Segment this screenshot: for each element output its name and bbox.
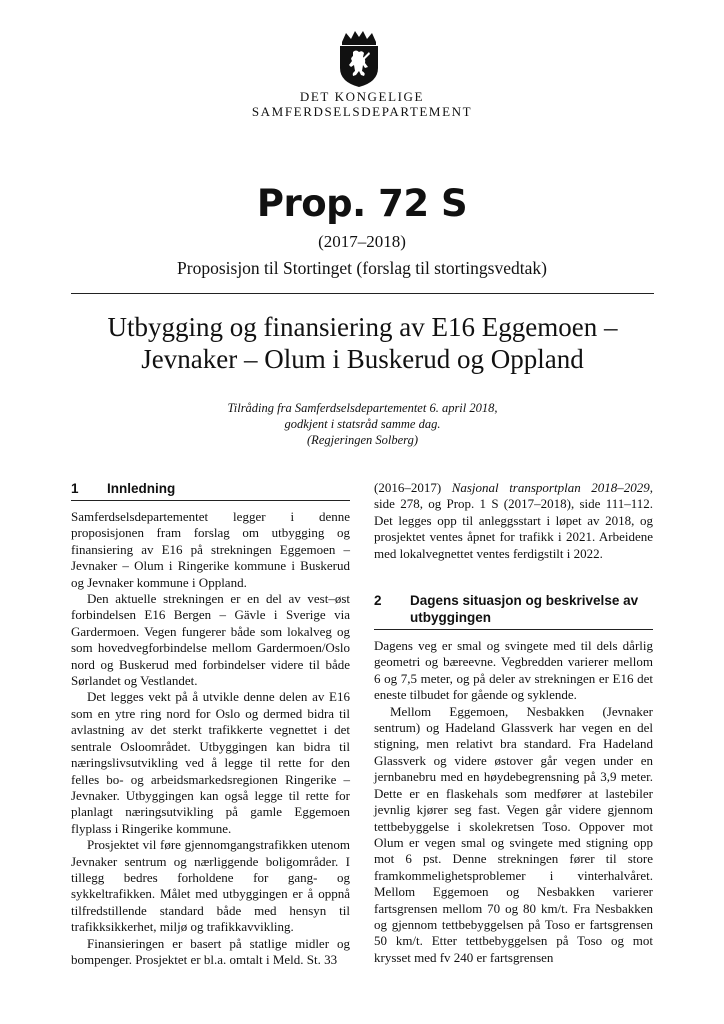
section-2-title: Dagens situasjon og beskrivelse av utbyggingen	[410, 593, 639, 626]
section-1-paragraph: Det legges vekt på å utvikle denne delen av E16 som en ytre ring nord for Oslo og dermed bidra til avlastning av det sterkt trafikkerte vegnettet i det sentrale Osloområdet. Utbyggingen kan bidra til næringslivsutvikling ved å legge til rette for den felles bo- og arbeidsmarkedsregionen Ringerike – Jevnaker. Utbyggingen kan også legge til rette for planlagt næringsutvikling på gamle Eggemoen flyplass i Ringerike kommune.	[71, 689, 350, 836]
section-1-heading	[71, 480, 350, 501]
ministry-name-line1: DET KONGELIGE	[299, 89, 425, 104]
document-title	[71, 311, 654, 375]
session-year: (2017–2018)	[318, 232, 406, 251]
approval-line1: Tilråding fra Samferdselsdepartementet 6. april 2018,	[227, 401, 498, 415]
section-1-paragraph: Finansieringen er basert på statlige midler og bompenger. Prosjektet er bl.a. omtalt i Meld. St. 33	[71, 935, 350, 967]
ministry-name-line2: SAMFERDSELSDEPARTEMENT	[251, 104, 473, 119]
document-title-line2: Jevnaker – Olum i Buskerud og Oppland	[141, 344, 584, 374]
proposition-number: Prop. 72 S	[256, 182, 468, 225]
section-1-paragraph: Samferdselsdepartementet legger i denne proposisjonen fram forslag om utbygging og finansiering av E16 på strekningen Eggemoen – Jevnaker – Olum i Ringerike kommune i Buskerud og Jevnaker kommune i Oppland.	[71, 509, 350, 590]
continuation-post: , side 278, og Prop. 1 S (2017–2018), side 111–112. Det legges opp til anleggsstart i løpet av 2018, og prosjektet ventes åpnet for trafikk i 2021. Arbeidene med lokalvegnettet ventes ferdigstilt i 2022.	[374, 480, 653, 561]
section-1-title: Innledning	[107, 481, 176, 496]
ntp-reference: Nasjonal transportplan 2018–2029	[451, 480, 650, 495]
left-column	[71, 480, 350, 968]
section-2-paragraph: Dagens veg er smal og svingete med til dels dårlig geometri og bæreevne. Vegbredden varierer mellom 6 og 7,5 meter, og på deler av strekningen er E16 det eneste tilbudet for gående og syklende.	[374, 638, 653, 703]
section-1-continuation	[374, 480, 653, 562]
section-2-paragraph: Mellom Eggemoen, Nesbakken (Jevnaker sentrum) og Hadeland Glassverk har vegen en del stigning, men relativt bra standard. Fra Hadeland Glassverk og videre østover går vegen under en jernbanebru med en høydebegrensning på 3,9 meter. Dette er en flaskehals som medfører at lastebiler jevnlig kjører seg fast. Vegen går videre gjennom tettbebyggelse i skolekretsen Toso. Oppover mot Olum er vegen smal og svingete med stigning opp mot 6 pst. Denne strekningen fører til store framkommelighetsproblemer i vinterhalvåret. Mellom Eggemoen og Nesbakken varierer fartsgrensen mellom 70 og 80 km/t. Fra Nesbakken og gjennom tettbebyggelsen på Toso er fartsgrensen 50 km/t. Etter tettbebyggelsen på Toso og mot krysset med fv 240 er fartsgrensen	[374, 703, 653, 965]
section-2-heading	[374, 592, 653, 630]
section-1-number: 1	[71, 481, 79, 496]
approval-line3: (Regjeringen Solberg)	[307, 433, 418, 447]
right-column	[374, 480, 653, 966]
approval-line2: godkjent i statsråd samme dag.	[284, 417, 441, 431]
document-title-line1: Utbygging og finansiering av E16 Eggemoen –	[107, 312, 618, 342]
section-1-paragraph: Prosjektet vil føre gjennomgangstrafikken utenom Jevnaker sentrum og nærliggende boligområder. I tillegg bedres forholdene for gang- og sykkeltrafikken. Målet med utbyggingen er å oppnå tilfredstillende standard både med hensyn til trafikksikkerhet, miljø og trafikkavvikling.	[71, 837, 350, 935]
coat-of-arms-logo	[336, 30, 382, 88]
section-1-paragraph: Den aktuelle strekningen er en del av vest–øst forbindelsen E16 Bergen – Gävle i Sverige via Gardermoen. Vegen fungerer både som lokalveg og som hovedvegforbindelse mellom Gardermoen/Oslo nord og Buskerud med forbindelser videre til både Sørlandet og Vestlandet.	[71, 591, 350, 689]
approval-note	[71, 400, 654, 448]
proposition-subtitle: Proposisjon til Stortinget (forslag til stortingsvedtak)	[177, 258, 547, 278]
continuation-pre: (2016–2017)	[374, 480, 452, 495]
section-2-number: 2	[374, 593, 382, 609]
title-divider	[71, 293, 654, 294]
